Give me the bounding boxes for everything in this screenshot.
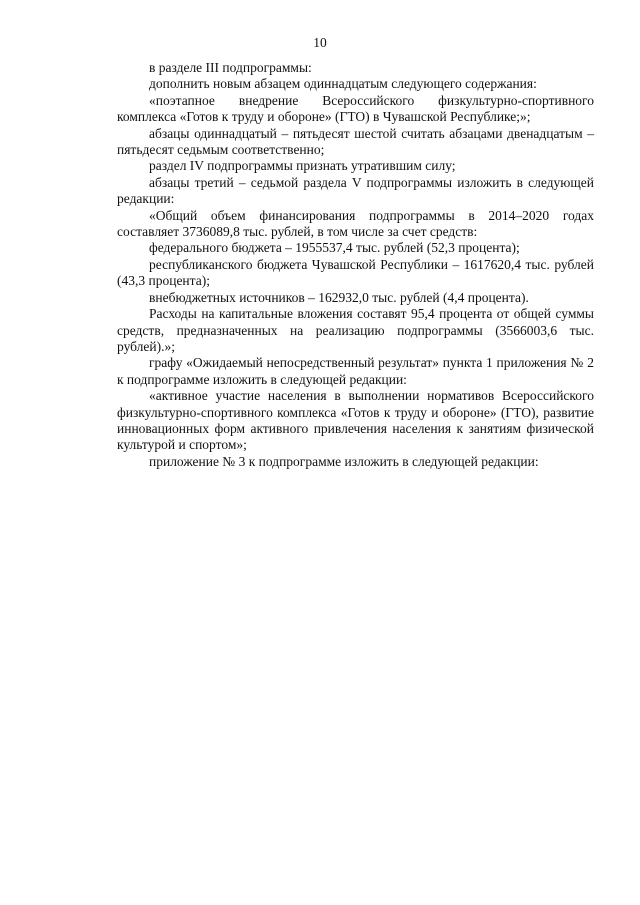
paragraph-federal-budget: федерального бюджета – 1955537,4 тыс. рублей (52,3 процента); [149, 240, 520, 256]
paragraph-total-funding: «Общий объем финансирования подпрограммы в 2014–2020 годах составляет 3736089,8 тыс. рублей, в том числе за счет средств: [117, 207, 594, 240]
paragraph-section-iv-void: раздел IV подпрограммы признать утратившим силу; [149, 158, 456, 174]
page-number: 10 [313, 35, 327, 50]
paragraph-expected-result-column: графу «Ожидаемый непосредственный результат» пункта 1 приложения № 2 к подпрограмме изложить в следующей редакции: [117, 355, 594, 387]
paragraph-section-iii: в разделе III подпрограммы: [149, 60, 312, 75]
paragraph-appendix-3: приложение № 3 к подпрограмме изложить в следующей редакции: [149, 453, 539, 469]
paragraph-active-participation: «активное участие населения в выполнении нормативов Всероссийского физкультурно-спортивного комплекса «Готов к труду и обороне» (ГТО), развитие инновационных форм активного привлечения населения к занятиям физической культурой и спортом»; [117, 388, 594, 453]
paragraph-section-v-edit: абзацы третий – седьмой раздела V подпрограммы изложить в следующей редакции: [117, 174, 594, 207]
paragraph-gto-introduction: «поэтапное внедрение Всероссийского физкультурно-спортивного комплекса «Готов к труду и обороне» (ГТО) в Чувашской Республике;»; [117, 92, 594, 125]
document-body [117, 60, 594, 470]
paragraph-republican-budget: республиканского бюджета Чувашской Республики – 1617620,4 тыс. рублей (43,3 процента); [117, 256, 594, 289]
paragraph-capital-investment: Расходы на капитальные вложения составят 95,4 процента от общей суммы средств, предназначенных на реализацию подпрограммы (3566003,6 тыс. рублей).»; [117, 306, 594, 354]
paragraph-extrabudgetary: внебюджетных источников – 162932,0 тыс. рублей (4,4 процента). [149, 289, 529, 305]
paragraph-renumbering: абзацы одиннадцатый – пятьдесят шестой считать абзацами двенадцатым – пятьдесят седьмым соответственно; [117, 125, 594, 158]
paragraph-add-eleventh: дополнить новым абзацем одиннадцатым следующего содержания: [149, 76, 537, 92]
